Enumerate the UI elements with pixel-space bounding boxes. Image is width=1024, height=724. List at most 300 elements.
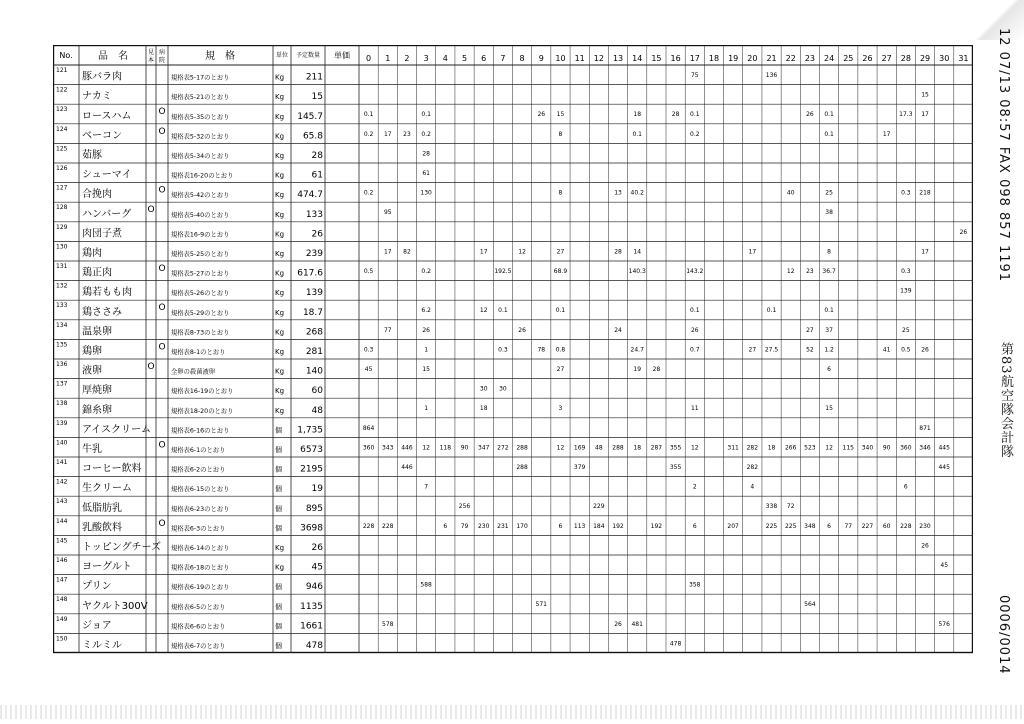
row-day-value: 225 xyxy=(784,522,797,530)
row-day-value: 75 xyxy=(690,72,699,79)
row-day-value: 0.5 xyxy=(363,268,374,275)
row-qty: 133 xyxy=(305,209,323,220)
row-day-value: 26 xyxy=(537,111,546,119)
row-day-value: 170 xyxy=(516,522,528,530)
row-day-value: 28 xyxy=(671,111,680,119)
row-day-value: 0.8 xyxy=(555,346,566,354)
row-spec: 規格表5-21のとおり xyxy=(171,94,230,102)
row-qty: 474.7 xyxy=(297,190,323,201)
row-day-value: 360 xyxy=(362,444,375,452)
row-qty: 26 xyxy=(311,543,323,553)
row-day-value: 15 xyxy=(422,366,430,373)
row-name: 鶏正肉 xyxy=(82,267,112,279)
row-unit: Kg xyxy=(275,210,285,219)
row-day-value: 228 xyxy=(900,522,912,530)
row-no: 122 xyxy=(56,86,68,94)
row-spec: 規格表5-32のとおり xyxy=(171,133,230,141)
row-no: 133 xyxy=(56,302,68,310)
row-hospital-mark: O xyxy=(158,303,166,314)
row-day-value: 0.3 xyxy=(901,189,911,197)
row-qty: 140 xyxy=(305,366,323,377)
row-day-value: 26 xyxy=(921,346,929,354)
row-day-value: 27.5 xyxy=(764,346,779,354)
row-unit: Kg xyxy=(275,93,285,102)
row-day-value: 445 xyxy=(938,444,950,452)
row-spec: 規格表5-42のとおり xyxy=(171,192,230,200)
row-spec: 規格表6-18のとおり xyxy=(171,564,230,572)
row-spec: 規格表6-15のとおり xyxy=(171,486,230,494)
row-day-value: 25 xyxy=(825,189,833,197)
row-day-value: 282 xyxy=(746,444,759,452)
row-qty: 26 xyxy=(311,229,323,240)
row-day-value: 0.1 xyxy=(824,130,834,138)
row-no: 138 xyxy=(56,400,68,408)
row-unit: 個 xyxy=(275,642,282,650)
row-spec: 規格表6-3のとおり xyxy=(171,525,226,533)
row-day-value: 45 xyxy=(940,562,949,569)
row-spec: 規格表6-1のとおり xyxy=(171,447,226,454)
row-day-value: 14 xyxy=(633,248,642,256)
row-unit: Kg xyxy=(275,230,285,239)
row-day-value: 27 xyxy=(748,346,757,354)
row-day-value: 0.1 xyxy=(363,111,374,119)
row-spec: 規格表6-2のとおり xyxy=(171,466,226,474)
row-name: 低脂肪乳 xyxy=(82,502,122,514)
row-hospital-mark: O xyxy=(158,126,166,137)
row-hospital-mark: O xyxy=(158,107,166,118)
header-spec: 規 格 xyxy=(205,51,235,62)
row-name: 鶏肉 xyxy=(82,248,102,259)
row-day-value: 282 xyxy=(746,464,759,471)
row-day-value: 576 xyxy=(938,620,950,628)
row-day-value: 12 xyxy=(825,444,833,452)
row-day-value: 12 xyxy=(518,248,526,256)
row-unit: 個 xyxy=(275,602,282,611)
row-qty: 139 xyxy=(305,288,323,299)
row-day-value: 140.3 xyxy=(628,268,646,275)
row-qty: 65.8 xyxy=(302,131,323,142)
header-day: 24 xyxy=(824,54,835,63)
header-unit: 単位 xyxy=(275,52,289,59)
row-day-value: 79 xyxy=(460,522,469,530)
row-day-value: 28 xyxy=(614,248,622,256)
row-name: 温泉卵 xyxy=(82,326,112,338)
row-hospital-mark: O xyxy=(158,185,166,196)
header-day: 25 xyxy=(843,54,854,63)
row-day-value: 113 xyxy=(573,522,586,530)
header-day: 3 xyxy=(423,54,429,63)
row-name: シューマイ xyxy=(82,169,132,181)
header-day: 20 xyxy=(747,54,758,63)
row-day-value: 0.1 xyxy=(690,307,700,315)
row-day-value: 446 xyxy=(401,464,413,471)
row-no: 126 xyxy=(56,165,68,172)
row-day-value: 0.7 xyxy=(690,346,700,354)
row-day-value: 358 xyxy=(689,581,701,589)
row-no: 149 xyxy=(56,615,68,623)
row-day-value: 2 xyxy=(692,483,697,491)
row-unit: Kg xyxy=(275,348,285,356)
row-day-value: 17 xyxy=(383,248,392,256)
row-day-value: 28 xyxy=(422,150,430,158)
row-day-value: 578 xyxy=(382,620,394,628)
row-day-value: 1 xyxy=(424,405,429,413)
row-qty: 6573 xyxy=(300,445,323,455)
row-day-value: 18 xyxy=(633,444,642,452)
row-day-value: 0.2 xyxy=(421,268,431,275)
row-no: 134 xyxy=(56,321,68,329)
row-spec: 規格表6-5のとおり xyxy=(171,603,226,611)
row-day-value: 169 xyxy=(573,444,586,452)
row-day-value: 130 xyxy=(420,189,432,197)
row-qty: 45 xyxy=(311,562,323,573)
row-day-value: 6 xyxy=(827,522,832,530)
row-day-value: 23 xyxy=(403,130,411,138)
row-day-value: 227 xyxy=(861,522,874,530)
row-no: 121 xyxy=(56,67,68,74)
row-day-value: 225 xyxy=(765,522,778,530)
row-day-value: 26 xyxy=(422,326,430,334)
header-day: 6 xyxy=(481,54,487,63)
row-day-value: 6 xyxy=(443,522,448,530)
row-spec: 規格表16-9のとおり xyxy=(171,231,230,239)
row-day-value: 355 xyxy=(669,444,682,452)
row-qty: 281 xyxy=(305,347,323,357)
header-day: 22 xyxy=(785,54,796,63)
row-day-value: 0.2 xyxy=(421,130,431,138)
header-day: 15 xyxy=(651,54,662,63)
row-name: ヨーグルト xyxy=(82,561,132,573)
row-day-value: 0.3 xyxy=(363,346,374,354)
row-day-value: 288 xyxy=(516,444,528,452)
row-day-value: 0.1 xyxy=(766,307,777,315)
row-day-value: 184 xyxy=(593,522,605,530)
row-day-value: 48 xyxy=(595,444,603,452)
row-day-value: 15 xyxy=(921,91,929,99)
row-day-value: 18 xyxy=(767,444,776,452)
row-day-value: 40.2 xyxy=(630,189,644,197)
row-day-value: 143.2 xyxy=(686,268,704,275)
header-day: 13 xyxy=(612,54,624,63)
row-hospital-mark: O xyxy=(158,264,166,274)
row-day-value: 12 xyxy=(479,307,488,315)
row-qty: 60 xyxy=(311,386,323,397)
page-counter: 0006/0014 xyxy=(996,595,1011,675)
row-day-value: 272 xyxy=(497,444,509,452)
row-spec: 規格表18-20のとおり xyxy=(171,407,234,415)
row-name: 鶏若もも肉 xyxy=(82,287,132,299)
row-day-value: 26 xyxy=(690,326,699,334)
row-day-value: 118 xyxy=(439,444,452,452)
row-day-value: 60 xyxy=(882,522,891,530)
row-unit: Kg xyxy=(275,406,285,415)
row-day-value: 8 xyxy=(558,130,563,138)
row-day-value: 18 xyxy=(633,111,642,119)
row-no: 123 xyxy=(56,106,68,114)
order-table xyxy=(53,45,973,660)
row-day-value: 68.9 xyxy=(553,268,568,275)
row-day-value: 36.7 xyxy=(822,268,836,275)
row-day-value: 871 xyxy=(919,424,931,432)
row-day-value: 27 xyxy=(806,326,814,334)
row-name: 乳酸飲料 xyxy=(82,522,122,534)
row-day-value: 231 xyxy=(497,522,509,530)
header-day: 27 xyxy=(881,54,892,63)
row-day-value: 288 xyxy=(612,444,624,452)
header-day: 2 xyxy=(404,54,410,63)
header-day: 23 xyxy=(804,54,815,63)
row-day-value: 0.1 xyxy=(555,307,566,315)
row-day-value: 1.2 xyxy=(824,346,834,354)
header-day: 19 xyxy=(728,54,739,63)
row-day-value: 266 xyxy=(784,444,797,452)
row-no: 131 xyxy=(56,263,68,270)
row-no: 147 xyxy=(56,576,68,584)
row-name: 合挽肉 xyxy=(82,189,112,201)
row-no: 142 xyxy=(56,478,68,486)
row-no: 132 xyxy=(56,282,68,290)
row-name: 鶏ささみ xyxy=(82,306,122,318)
row-day-value: 0.1 xyxy=(632,130,642,138)
row-day-value: 115 xyxy=(842,444,855,452)
row-no: 143 xyxy=(56,498,68,506)
header-day: 30 xyxy=(939,54,950,63)
row-day-value: 78 xyxy=(537,346,546,354)
row-unit: 個 xyxy=(275,426,282,435)
row-day-value: 26 xyxy=(518,326,526,334)
row-spec: 規格表5-25のとおり xyxy=(171,251,230,258)
row-day-value: 139 xyxy=(900,287,912,295)
header-day: 9 xyxy=(538,54,544,63)
row-qty: 895 xyxy=(305,503,323,514)
row-no: 137 xyxy=(56,380,68,388)
row-qty: 1135 xyxy=(300,601,323,612)
row-unit: Kg xyxy=(275,171,285,180)
row-day-value: 343 xyxy=(382,444,394,452)
header-day: 29 xyxy=(919,54,931,63)
row-no: 127 xyxy=(56,184,68,192)
row-qty: 946 xyxy=(305,582,323,593)
row-day-value: 0.1 xyxy=(498,307,508,315)
row-day-value: 192.5 xyxy=(494,268,512,275)
row-unit: Kg xyxy=(275,544,285,552)
row-day-value: 287 xyxy=(650,444,663,452)
header-price: 単価 xyxy=(334,51,350,60)
row-no: 136 xyxy=(56,361,68,368)
row-day-value: 26 xyxy=(921,542,929,550)
row-day-value: 6 xyxy=(903,483,908,491)
row-day-value: 7 xyxy=(424,483,429,491)
row-unit: Kg xyxy=(275,250,285,258)
row-unit: 個 xyxy=(275,583,282,592)
row-name: 鶏卵 xyxy=(82,346,102,357)
row-unit: 個 xyxy=(275,524,282,533)
row-no: 144 xyxy=(56,517,68,525)
row-day-value: 379 xyxy=(573,464,586,471)
header-day: 16 xyxy=(670,54,681,63)
row-day-value: 82 xyxy=(403,248,411,256)
row-day-value: 6.2 xyxy=(421,307,431,315)
row-unit: Kg xyxy=(275,308,285,317)
row-spec: 規格表6-7のとおり xyxy=(171,643,226,650)
row-name: 液卵 xyxy=(82,365,102,377)
row-day-value: 90 xyxy=(882,444,891,452)
row-day-value: 340 xyxy=(861,444,874,452)
row-spec: 規格表6-6のとおり xyxy=(171,623,226,631)
row-hospital-mark: O xyxy=(158,342,166,353)
row-no: 146 xyxy=(56,557,68,564)
row-day-value: 6 xyxy=(692,522,697,530)
row-day-value: 523 xyxy=(804,444,816,452)
row-unit: 個 xyxy=(275,622,282,631)
row-qty: 268 xyxy=(305,327,323,338)
header-day: 4 xyxy=(442,54,448,63)
row-spec: 規格表16-20のとおり xyxy=(171,172,234,180)
row-day-value: 26 xyxy=(614,620,622,628)
header-day: 8 xyxy=(519,54,525,63)
row-spec: 規格表5-35のとおり xyxy=(171,113,230,121)
header-day: 11 xyxy=(574,54,585,63)
header-qty: 予定数量 xyxy=(295,52,321,59)
row-day-value: 207 xyxy=(727,522,739,530)
row-name: ヤクルト300V xyxy=(82,600,148,612)
row-day-value: 17 xyxy=(921,111,929,119)
row-day-value: 4 xyxy=(750,483,755,491)
row-name: ジョア xyxy=(82,620,112,632)
row-spec: 規格表5-27のとおり xyxy=(171,270,230,278)
row-unit: Kg xyxy=(275,112,285,121)
scan-noise xyxy=(0,705,1024,719)
row-day-value: 12 xyxy=(556,444,565,452)
row-day-value: 17 xyxy=(479,248,488,256)
row-qty: 145.7 xyxy=(297,111,323,122)
row-day-value: 0.3 xyxy=(901,268,911,275)
row-name: プリン xyxy=(82,581,112,593)
row-unit: 個 xyxy=(275,465,282,474)
row-hospital-mark: O xyxy=(158,440,166,451)
row-name: ミルミル xyxy=(82,640,122,651)
row-day-value: 0.1 xyxy=(421,111,431,119)
row-day-value: 478 xyxy=(669,640,682,648)
row-qty: 478 xyxy=(305,641,323,651)
row-day-value: 0.2 xyxy=(690,130,700,138)
row-sample-mark: O xyxy=(147,205,155,216)
row-day-value: 28 xyxy=(652,366,661,373)
row-day-value: 0.5 xyxy=(901,346,911,354)
row-no: 150 xyxy=(56,635,68,643)
row-day-value: 230 xyxy=(477,522,490,530)
row-name: ハンバーグ xyxy=(82,208,132,220)
row-hospital-mark: O xyxy=(158,518,166,529)
row-no: 135 xyxy=(56,341,68,349)
header-hospital: 病 xyxy=(158,49,166,56)
header-name: 品 名 xyxy=(98,51,128,62)
row-qty: 617.6 xyxy=(297,268,323,279)
header-sample-2: 本 xyxy=(147,57,155,64)
row-day-value: 311 xyxy=(727,444,739,452)
row-day-value: 864 xyxy=(362,424,375,432)
row-name: 錦糸卵 xyxy=(82,404,112,416)
row-name: 厚焼卵 xyxy=(82,385,112,397)
row-day-value: 15 xyxy=(556,111,565,119)
header-day: 31 xyxy=(958,54,969,63)
row-no: 125 xyxy=(56,145,68,153)
row-day-value: 72 xyxy=(786,503,795,511)
row-unit: Kg xyxy=(275,152,285,160)
row-day-value: 0.3 xyxy=(498,346,508,354)
row-no: 141 xyxy=(56,459,68,466)
row-sample-mark: O xyxy=(147,362,155,372)
row-name: ベーコン xyxy=(82,130,122,142)
row-day-value: 0.2 xyxy=(363,189,374,197)
row-no: 140 xyxy=(56,439,68,447)
header-sample: 見 xyxy=(147,49,155,56)
row-day-value: 348 xyxy=(804,522,816,530)
row-day-value: 17 xyxy=(882,130,891,138)
row-day-value: 1 xyxy=(424,346,429,354)
row-day-value: 37 xyxy=(825,326,833,334)
header-day: 21 xyxy=(766,54,777,63)
row-spec: 規格表6-14のとおり xyxy=(171,545,230,552)
row-day-value: 77 xyxy=(383,326,392,334)
row-unit: 個 xyxy=(275,485,282,494)
row-qty: 1,735 xyxy=(297,425,323,436)
row-day-value: 564 xyxy=(804,601,816,609)
row-day-value: 11 xyxy=(690,405,699,413)
row-day-value: 19 xyxy=(633,366,642,373)
row-day-value: 228 xyxy=(362,522,375,530)
row-day-value: 256 xyxy=(458,503,471,511)
header-no: No. xyxy=(59,51,73,60)
row-day-value: 26 xyxy=(959,228,968,236)
row-day-value: 30 xyxy=(479,385,488,393)
row-spec: 規格表6-19のとおり xyxy=(171,584,230,592)
row-spec: 規格表5-34のとおり xyxy=(171,153,230,160)
row-day-value: 360 xyxy=(900,444,912,452)
row-spec: 規格表16-19のとおり xyxy=(171,388,234,396)
row-day-value: 27 xyxy=(556,248,565,256)
row-day-value: 41 xyxy=(882,346,891,354)
row-day-value: 95 xyxy=(383,209,392,217)
row-day-value: 45 xyxy=(364,366,373,373)
row-name: 茹豚 xyxy=(82,150,102,161)
header-day: 7 xyxy=(500,54,506,63)
row-no: 130 xyxy=(56,243,68,251)
row-day-value: 12 xyxy=(786,268,795,275)
row-day-value: 0.1 xyxy=(824,111,834,119)
row-spec: 全卵の殺菌液卵 xyxy=(171,368,216,376)
row-spec: 規格表5-17のとおり xyxy=(171,74,230,82)
row-day-value: 6 xyxy=(558,522,563,530)
row-day-value: 26 xyxy=(806,111,814,119)
row-day-value: 338 xyxy=(765,503,778,511)
row-unit: 個 xyxy=(275,504,282,513)
fax-header: 12 07/13 08:57 FAX 098 857 1191 xyxy=(996,28,1011,283)
row-day-value: 355 xyxy=(669,464,682,471)
row-unit: Kg xyxy=(275,269,285,278)
row-day-value: 347 xyxy=(477,444,490,452)
row-no: 148 xyxy=(56,596,68,604)
row-name: 生クリーム xyxy=(82,483,132,495)
row-day-value: 0.1 xyxy=(690,111,700,119)
row-unit: Kg xyxy=(275,289,285,298)
row-day-value: 218 xyxy=(919,189,931,197)
row-qty: 239 xyxy=(305,249,323,259)
row-qty: 28 xyxy=(311,151,323,161)
row-day-value: 481 xyxy=(631,620,643,628)
header-day: 1 xyxy=(385,54,391,63)
row-name: アイスクリーム xyxy=(82,424,151,436)
